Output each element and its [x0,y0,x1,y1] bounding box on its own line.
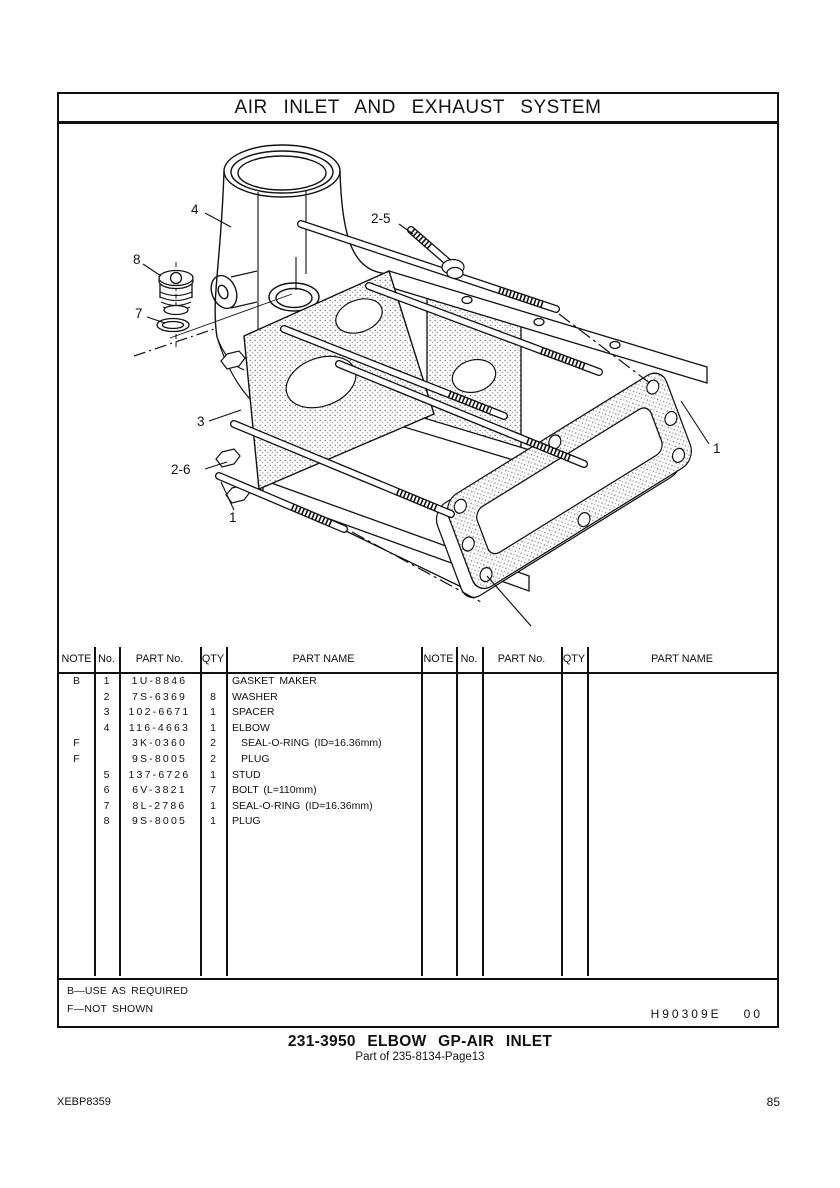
header-part-no: PART No. [135,653,184,665]
cell-part-no: 116-4663 [128,721,191,734]
figure-subcaption: Part of 235-8134-Page13 [355,1051,485,1063]
cell-part-name: BOLT (L=110mm) [232,784,317,797]
figure-caption: 231-3950 ELBOW GP-AIR INLET [287,1033,553,1050]
cell-part-name: WASHER [232,690,278,703]
table-divider [587,647,589,976]
sheet-title-bar [59,94,777,124]
plate-code-value: H90309E [650,1007,722,1021]
table-row [59,690,421,706]
sheet-title: AIR INLET AND EXHAUST SYSTEM [234,97,602,118]
cell-note: F [73,753,80,765]
callout-3: 3 [197,414,205,429]
cell-no: 6 [103,784,110,797]
cell-note [59,721,94,737]
cell-note [59,705,94,721]
cell-part-no: 6V-3821 [132,784,187,797]
cell-qty: 7 [210,784,216,797]
cell-part-name: GASKET MAKER [232,675,317,687]
callout-8: 8 [133,252,141,267]
header-note: NOTE [423,653,454,665]
cell-part-name: SEAL-O-RING (ID=16.36mm) [241,737,382,750]
cell-qty [200,674,226,690]
header-qty: QTY [562,653,586,665]
table-divider [421,647,423,976]
cell-no: 1 [103,675,110,687]
cell-part-name: STUD [232,768,261,781]
cell-note [59,768,94,784]
table-row [59,674,421,690]
cell-qty: 2 [210,753,216,765]
cell-part-no: 102-6671 [128,706,191,719]
drawing-sheet-frame [57,92,779,1028]
cell-no: 5 [103,768,110,781]
cell-note [59,799,94,815]
cell-part-no: 9S-8005 [131,753,188,765]
cell-part-no: 137-6726 [128,768,191,781]
header-part-no: PART No. [497,653,546,665]
table-divider [482,647,484,976]
cell-part-no: 7S-6369 [131,690,188,703]
cell-no: 4 [103,721,110,734]
table-divider [561,647,563,976]
cell-no: 7 [103,799,110,812]
cell-part-name: SPACER [232,706,275,719]
header-part-name: PART NAME [651,653,713,665]
cell-part-no: 9S-8005 [131,815,188,828]
cell-qty: 2 [210,737,216,750]
cell-note [59,783,94,799]
cell-part-no: 8L-2786 [132,799,187,812]
header-part-name: PART NAME [292,653,355,665]
table-row [59,752,421,768]
cell-no: 2 [103,690,110,703]
cell-part-name: SEAL-O-RING (ID=16.36mm) [232,799,373,812]
callout-1-right: 1 [713,441,721,456]
cell-part-name: ELBOW [232,721,270,734]
table-row [59,783,421,799]
cell-qty: 1 [210,721,216,734]
header-no: No. [460,653,478,665]
table-divider [456,647,458,976]
table-row [59,721,421,737]
header-qty: QTY [201,653,225,665]
cell-note: F [73,737,80,750]
table-row [59,705,421,721]
cell-no: 3 [103,706,110,719]
parts-table [59,647,777,976]
plate-revision: 00 [743,1007,763,1021]
cell-note: B [72,675,80,687]
cell-qty: 8 [210,690,216,703]
cell-no [94,752,119,768]
cell-part-name: PLUG [232,815,261,828]
cell-qty: 1 [210,799,216,812]
header-no: No. [98,653,115,665]
header-note: NOTE [61,653,92,665]
cell-part-no: 1U-8846 [131,675,188,687]
cell-no: 8 [103,815,110,828]
document-code: XEBP8359 [57,1096,111,1108]
cell-qty: 1 [210,706,216,719]
cell-note [59,690,94,706]
table-row [59,736,421,752]
table-row [59,799,421,815]
cell-part-name: PLUG [241,753,270,765]
callout-2-6: 2-6 [171,462,191,477]
table-row [59,814,421,830]
plate-code [651,1007,763,1021]
callout-7: 7 [135,306,143,321]
notes-strip [59,978,777,1028]
note-b: B—USE AS REQUIRED [67,985,189,997]
cell-qty: 1 [210,815,216,828]
cell-no [94,736,119,752]
callout-2-5: 2-5 [371,211,391,226]
note-f: F—NOT SHOWN [67,1003,154,1015]
page-number: 85 [766,1095,780,1109]
technical-drawing [59,124,777,644]
cell-part-no: 3K-0360 [131,737,188,750]
cell-qty: 1 [210,768,216,781]
callout-4: 4 [191,202,199,217]
callout-1-left: 1 [229,510,237,525]
cell-note [59,814,94,830]
table-row [59,768,421,784]
